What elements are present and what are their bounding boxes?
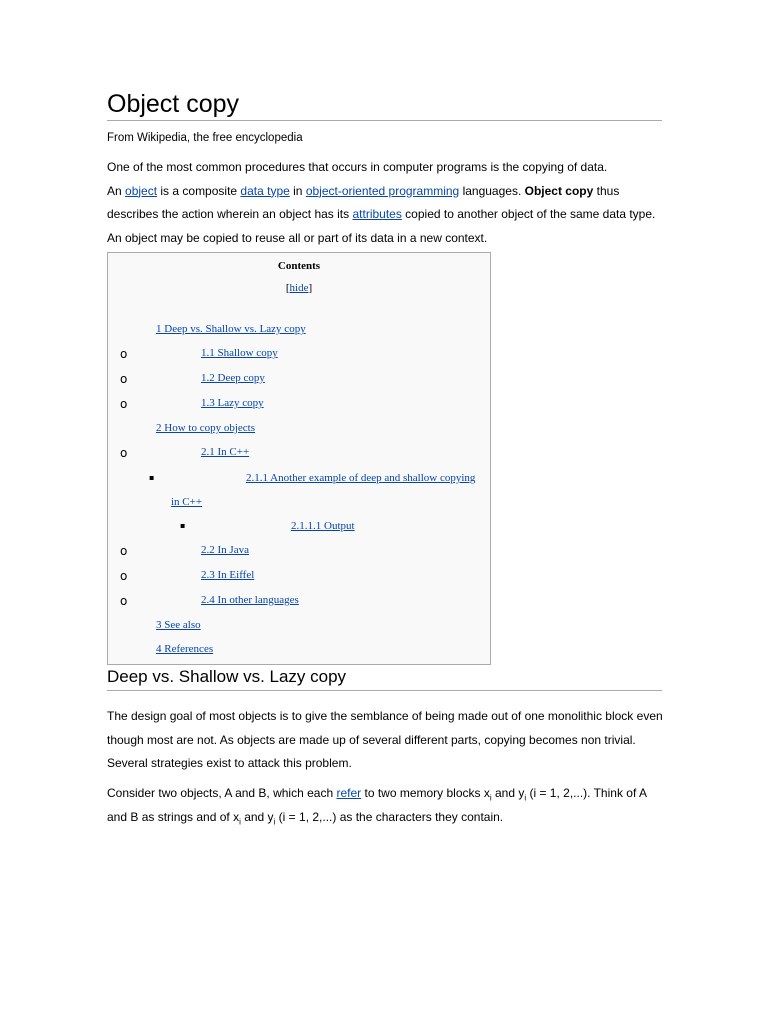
para-text: (i = 1, 2,...) as the characters they contain. [275,809,504,824]
toc-item-2-2[interactable]: 2.2 In Java [201,544,249,556]
toc-item-2-1[interactable]: 2.1 In C++ [201,446,250,458]
refer-link[interactable]: refer [336,786,362,800]
subscript: i [489,793,492,803]
data-type-link[interactable]: data type [240,183,290,198]
toc-hide-link[interactable]: hide [289,282,309,294]
toc-title: Contents [277,260,321,272]
intro-text: describes the action wherein an object has its [107,207,353,221]
toc-hide [108,281,490,295]
toc-item-2-4[interactable]: 2.4 In other languages [201,594,299,606]
circle-bullet-icon: o [120,594,128,608]
toc-item-2[interactable]: 2 How to copy objects [156,422,255,434]
circle-bullet-icon: o [120,397,128,411]
toc-item-2-1-1[interactable]: 2.1.1 Another example of deep and shallow copying [246,472,476,484]
para-text: Consider two objects, A and B, which each [107,786,337,800]
toc-item-1-2[interactable]: 1.2 Deep copy [201,372,265,384]
intro-text: An [107,183,126,198]
intro-line-2 [107,180,667,204]
table-of-contents [107,252,491,665]
para-text: to two memory blocks x [361,786,490,800]
section-heading: Deep vs. Shallow vs. Lazy copy [107,666,662,691]
toc-item-1-3[interactable]: 1.3 Lazy copy [201,397,264,409]
subscript: i [524,793,527,803]
para-text: and y [491,786,525,800]
intro-text: in [289,183,306,198]
intro-text: thus [593,183,620,198]
intro-line-3 [107,203,667,227]
circle-bullet-icon: o [120,372,128,386]
object-copy-bold: Object copy [524,183,594,198]
toc-item-2-1-1-cont[interactable]: in C++ [171,496,203,508]
circle-bullet-icon: o [120,569,128,583]
section-paragraph-1: The design goal of most objects is to give the semblance of being made out of one monolithic block even though most are not. As objects are made up of several different parts, copying becomes non trivial. Several strategies exist to attack this problem. [107,709,663,770]
toc-item-1[interactable]: 1 Deep vs. Shallow vs. Lazy copy [156,323,306,335]
toc-item-1-1[interactable]: 1.1 Shallow copy [201,347,278,359]
para-text: (i = 1, 2,...). Think of A and B as strings and of x [107,786,647,824]
para-text: and y [240,809,274,824]
intro-text: copied to another object of the same data type. [401,207,656,221]
tagline: From Wikipedia, the free encyclopedia [107,132,303,144]
intro-text: languages. [459,183,525,198]
intro-text: is a composite [157,183,241,198]
page-title: Object copy [107,88,662,121]
toc-item-4[interactable]: 4 References [156,643,214,655]
bracket: ] [308,282,313,294]
attributes-link[interactable]: attributes [352,207,402,221]
bracket: [ [285,282,290,294]
subscript: i [239,816,241,826]
intro-paragraph [107,156,667,250]
intro-line-1: One of the most common procedures that occurs in computer programs is the copying of data. [107,160,608,174]
circle-bullet-icon: o [120,347,128,361]
section-paragraph-2 [107,782,667,829]
square-bullet-icon: ▪ [180,521,186,530]
object-link[interactable]: object [125,183,158,198]
oop-link[interactable]: object-oriented programming [305,183,460,198]
toc-item-2-3[interactable]: 2.3 In Eiffel [201,569,255,581]
circle-bullet-icon: o [120,446,128,460]
subscript: i [273,816,276,826]
toc-item-3[interactable]: 3 See also [156,619,201,631]
circle-bullet-icon: o [120,544,128,558]
intro-line-4: An object may be copied to reuse all or part of its data in a new context. [107,230,488,245]
toc-item-2-1-1-1[interactable]: 2.1.1.1 Output [291,520,355,532]
square-bullet-icon: ▪ [149,473,155,482]
